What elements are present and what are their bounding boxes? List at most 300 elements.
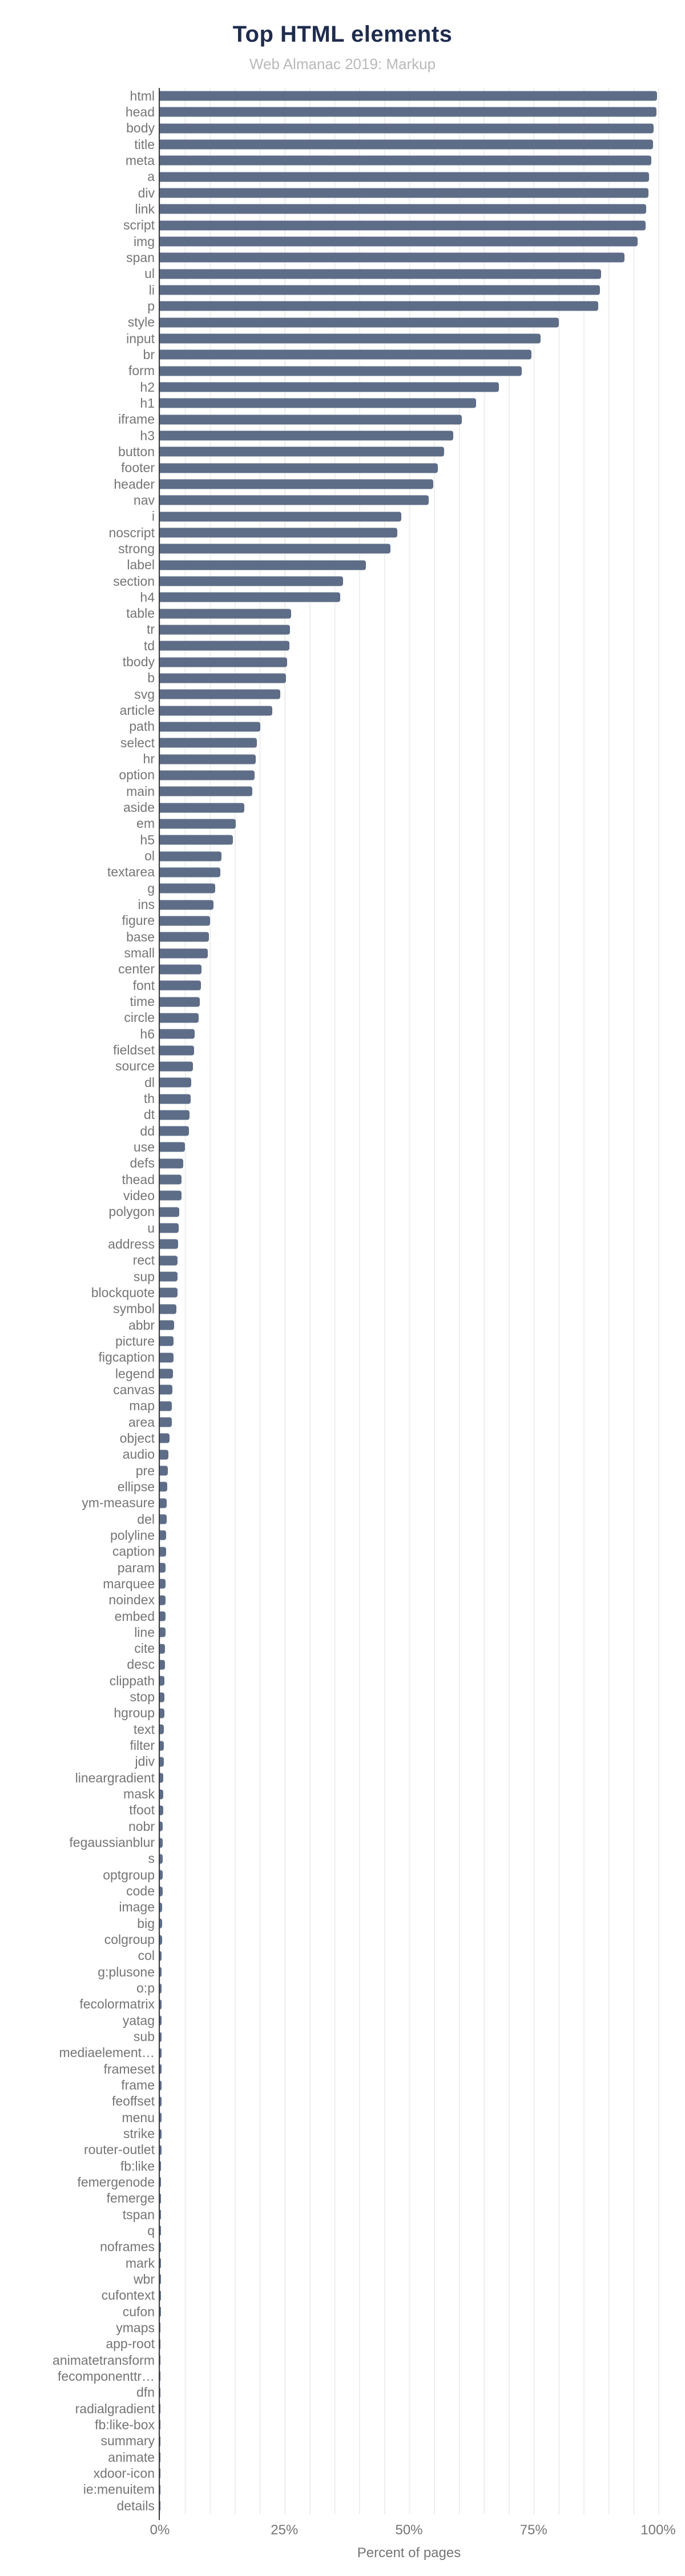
chart-row: [0, 1997, 685, 2012]
bar-track: [160, 347, 659, 363]
category-label: fb:like: [120, 2158, 155, 2174]
bar: [160, 383, 499, 392]
category-label: h5: [140, 832, 155, 847]
bar-track: [160, 1608, 659, 1624]
bar-track: [160, 1851, 659, 1867]
category-label: big: [137, 1915, 155, 1931]
bar-track: [160, 2482, 659, 2498]
chart-row: [0, 1899, 685, 1915]
category-label: strike: [123, 2126, 155, 2141]
chart-row: [0, 1172, 685, 1188]
bar-track: [160, 1560, 659, 1576]
chart-row: [0, 2061, 685, 2077]
chart-row: [0, 783, 685, 799]
bar: [160, 1321, 174, 1330]
category-label: footer: [121, 460, 155, 476]
bar: [160, 1999, 162, 2009]
bar: [160, 431, 453, 441]
category-label: style: [127, 315, 155, 330]
chart-row: [0, 136, 685, 152]
chart-row: [0, 1867, 685, 1883]
bar: [160, 2291, 161, 2300]
category-label: i: [151, 509, 155, 524]
category-label: figcaption: [98, 1350, 155, 1365]
category-label: frame: [121, 2078, 155, 2093]
bar-track: [160, 1026, 659, 1042]
x-tick-label: 50%: [395, 2522, 423, 2538]
bar: [160, 770, 255, 780]
bar: [160, 1434, 170, 1443]
chart-row: [0, 719, 685, 735]
x-tick-label: 100%: [640, 2522, 676, 2538]
bar-track: [160, 1479, 659, 1495]
chart-row: [0, 573, 685, 589]
category-label: nav: [133, 492, 155, 508]
category-label: fecomponenttr…: [57, 2368, 155, 2384]
bar-track: [160, 185, 659, 201]
bar-track: [160, 702, 659, 718]
chart-row: [0, 1156, 685, 1172]
bar: [160, 1531, 166, 1540]
category-label: div: [138, 185, 155, 200]
bar-track: [160, 799, 659, 815]
bar: [160, 981, 201, 991]
chart-row: [0, 1608, 685, 1624]
chart-row: [0, 1317, 685, 1333]
bar: [160, 253, 624, 263]
bar-track: [160, 832, 659, 848]
bar: [160, 414, 462, 424]
bar-track: [160, 1447, 659, 1463]
chart-row: [0, 1366, 685, 1382]
chart-row: [0, 120, 685, 136]
chart-row: [0, 2401, 685, 2417]
chart-row: [0, 2094, 685, 2110]
chart-row: [0, 282, 685, 298]
bar: [160, 577, 343, 586]
chart-row: [0, 816, 685, 832]
bar: [160, 1078, 191, 1088]
category-label: area: [128, 1414, 155, 1430]
chart-row: [0, 2320, 685, 2336]
bar: [160, 2307, 161, 2317]
chart-row: [0, 1721, 685, 1737]
chart-row: [0, 1915, 685, 1931]
chart-row: [0, 1350, 685, 1366]
bar: [160, 2210, 161, 2220]
bar: [160, 1045, 194, 1055]
chart-row: [0, 347, 685, 363]
category-label: o:p: [136, 1981, 155, 1996]
bar: [160, 1708, 164, 1718]
bar: [160, 884, 215, 893]
chart-row: [0, 1026, 685, 1042]
category-label: frameset: [103, 2061, 155, 2076]
category-label: mediaelement…: [59, 2045, 155, 2060]
chart-row: [0, 2207, 685, 2223]
chart-row: [0, 993, 685, 1009]
chart-row: [0, 2158, 685, 2174]
bar: [160, 835, 233, 845]
bar-track: [160, 395, 659, 411]
bar: [160, 738, 257, 748]
category-label: colgroup: [104, 1932, 155, 1947]
category-label: title: [134, 136, 155, 152]
chart-row: [0, 185, 685, 201]
category-label: app-root: [106, 2336, 155, 2352]
bar: [160, 237, 638, 247]
bar: [160, 1239, 178, 1249]
category-label: del: [137, 1511, 155, 1527]
category-label: ellipse: [117, 1479, 155, 1494]
chart-row: [0, 104, 685, 120]
bar: [160, 1741, 164, 1750]
bar-track: [160, 2385, 659, 2401]
bar-track: [160, 460, 659, 476]
bar-track: [160, 541, 659, 557]
x-tick-label: 25%: [271, 2522, 299, 2538]
category-label: script: [123, 218, 155, 233]
category-label: h3: [140, 428, 155, 443]
category-label: h6: [140, 1026, 155, 1041]
category-label: iframe: [118, 412, 155, 427]
chart-row: [0, 2174, 685, 2190]
bar-track: [160, 1527, 659, 1543]
bar: [160, 512, 401, 521]
bar-track: [160, 1899, 659, 1915]
chart-row: [0, 1447, 685, 1463]
bar-track: [160, 201, 659, 217]
bar: [160, 2096, 162, 2106]
chart-row: [0, 832, 685, 848]
chart-row: [0, 1495, 685, 1511]
chart-row: [0, 2433, 685, 2449]
bar-track: [160, 880, 659, 896]
category-label: video: [123, 1188, 155, 1203]
bar-track: [160, 2191, 659, 2207]
chart-row: [0, 1673, 685, 1689]
category-label: td: [143, 638, 155, 653]
bar: [160, 1838, 163, 1848]
category-label: aside: [123, 800, 155, 815]
bar: [160, 900, 213, 909]
chart-row: [0, 2385, 685, 2401]
chart-row: [0, 735, 685, 751]
category-label: g:plusone: [98, 1964, 155, 1979]
bar: [160, 593, 340, 602]
chart-row: [0, 1964, 685, 1980]
chart-row: [0, 1802, 685, 1818]
bar: [160, 1854, 163, 1863]
bar: [160, 1126, 189, 1136]
x-axis-ticks: [0, 2522, 685, 2539]
chart-row: [0, 1188, 685, 1204]
chart-row: [0, 654, 685, 670]
bar: [160, 706, 272, 715]
chart-row: [0, 315, 685, 331]
chart-row: [0, 1641, 685, 1657]
bar-track: [160, 1834, 659, 1850]
chart-row: [0, 1689, 685, 1705]
category-label: router-outlet: [83, 2142, 155, 2158]
category-label: blockquote: [91, 1285, 155, 1300]
bar-track: [160, 1818, 659, 1834]
bar-track: [160, 2061, 659, 2077]
bar-track: [160, 1463, 659, 1479]
chart-row: [0, 1139, 685, 1155]
bar-track: [160, 104, 659, 120]
bar-track: [160, 1350, 659, 1366]
category-label: fegaussianblur: [69, 1835, 155, 1850]
bar: [160, 560, 366, 570]
category-label: use: [133, 1139, 155, 1154]
bar-track: [160, 1883, 659, 1899]
bar-track: [160, 1042, 659, 1058]
bar-track: [160, 1495, 659, 1511]
bar-track: [160, 2207, 659, 2223]
chart-row: [0, 1948, 685, 1964]
chart-row: [0, 929, 685, 945]
chart-row: [0, 2142, 685, 2158]
bar: [160, 625, 290, 634]
chart-row: [0, 266, 685, 282]
category-label: center: [118, 961, 155, 977]
bar-track: [160, 2368, 659, 2384]
chart-row: [0, 1204, 685, 1220]
bar-track: [160, 2223, 659, 2239]
chart-row: [0, 1074, 685, 1090]
category-label: polyline: [110, 1527, 155, 1543]
bar-track: [160, 606, 659, 622]
bar-track: [160, 961, 659, 977]
chart-row: [0, 298, 685, 314]
bar: [160, 1142, 185, 1152]
chart-row: [0, 977, 685, 993]
bar-track: [160, 234, 659, 249]
bar: [160, 528, 397, 538]
bar-track: [160, 218, 659, 234]
bar-track: [160, 476, 659, 492]
bar: [160, 399, 476, 408]
bar-track: [160, 1285, 659, 1301]
category-label: sup: [133, 1269, 155, 1284]
bar: [160, 1061, 193, 1071]
chart-row: [0, 1786, 685, 1802]
bar: [160, 2048, 162, 2058]
category-label: body: [126, 120, 155, 136]
bar-track: [160, 783, 659, 799]
chart-row: [0, 767, 685, 783]
category-label: mark: [125, 2255, 155, 2271]
category-label: form: [128, 363, 155, 379]
bar-track: [160, 266, 659, 282]
bar: [160, 188, 648, 198]
bar: [160, 2226, 161, 2236]
bar: [160, 544, 390, 554]
bar: [160, 2275, 161, 2284]
category-label: b: [147, 670, 155, 686]
bar: [160, 1288, 178, 1298]
bar-track: [160, 1641, 659, 1657]
chart-row: [0, 2110, 685, 2126]
bar-track: [160, 379, 659, 395]
bar-track: [160, 1673, 659, 1689]
category-label: desc: [127, 1657, 155, 1672]
bar: [160, 1255, 178, 1265]
chart-row: [0, 702, 685, 718]
bar: [160, 1547, 166, 1556]
bar: [160, 1886, 163, 1896]
bar-track: [160, 2288, 659, 2304]
bar: [160, 1757, 164, 1766]
bar-track: [160, 1220, 659, 1236]
chart-row: [0, 201, 685, 217]
category-label: p: [147, 298, 155, 313]
bar: [160, 350, 531, 360]
category-label: abbr: [128, 1317, 155, 1333]
category-label: tspan: [122, 2207, 155, 2222]
category-label: noframes: [100, 2239, 155, 2255]
chart-row: [0, 1479, 685, 1495]
bar: [160, 1579, 166, 1589]
bar-track: [160, 1721, 659, 1737]
category-label: femerge: [106, 2191, 155, 2206]
chart-row: [0, 1220, 685, 1236]
category-label: clippath: [109, 1673, 155, 1688]
bar-track: [160, 249, 659, 265]
bar: [160, 1223, 179, 1233]
bar-track: [160, 2110, 659, 2126]
bar-track: [160, 1737, 659, 1753]
chart-row: [0, 638, 685, 654]
bar: [160, 156, 651, 166]
bar-track: [160, 1544, 659, 1560]
category-label: noscript: [108, 525, 155, 540]
chart-row: [0, 1544, 685, 1560]
category-label: code: [126, 1883, 155, 1899]
chart-row: [0, 1931, 685, 1947]
chart-row: [0, 379, 685, 395]
category-label: th: [143, 1091, 155, 1106]
bar-track: [160, 120, 659, 136]
bar-track: [160, 864, 659, 880]
bar: [160, 657, 287, 667]
category-label: ul: [144, 266, 155, 281]
chart-row: [0, 218, 685, 234]
category-label: input: [126, 331, 155, 346]
category-label: cufontext: [101, 2288, 155, 2303]
category-label: dl: [144, 1074, 155, 1090]
chart-row: [0, 848, 685, 864]
bar: [160, 1094, 191, 1104]
chart-row: [0, 169, 685, 185]
category-label: dfn: [136, 2385, 155, 2400]
category-label: em: [136, 816, 155, 831]
bar-track: [160, 2417, 659, 2433]
chart-row: [0, 2288, 685, 2304]
bar: [160, 220, 646, 230]
chart-row: [0, 1090, 685, 1106]
chart-row: [0, 2239, 685, 2255]
bar: [160, 1466, 168, 1476]
chart-row: [0, 1042, 685, 1058]
bar: [160, 1563, 166, 1573]
category-label: xdoor-icon: [93, 2465, 155, 2481]
chart-row: [0, 1527, 685, 1543]
category-label: thead: [122, 1172, 155, 1187]
chart-row: [0, 880, 685, 896]
category-label: animate: [108, 2449, 155, 2465]
category-label: image: [119, 1899, 155, 1915]
chart-row: [0, 2368, 685, 2384]
category-label: article: [119, 703, 155, 718]
category-label: fieldset: [113, 1043, 155, 1058]
bar: [160, 787, 252, 796]
bar: [160, 1385, 172, 1395]
bar-track: [160, 1997, 659, 2012]
chart-row: [0, 2012, 685, 2028]
bar: [160, 269, 601, 279]
bar-track: [160, 2449, 659, 2465]
category-label: table: [126, 606, 155, 621]
bar-track: [160, 1414, 659, 1430]
chart-row: [0, 492, 685, 508]
bar-track: [160, 1802, 659, 1818]
category-label: strong: [118, 541, 155, 556]
bar-track: [160, 2304, 659, 2320]
bar-track: [160, 1236, 659, 1252]
bar: [160, 2016, 162, 2026]
chart-row: [0, 152, 685, 168]
category-label: font: [132, 977, 155, 993]
category-label: summary: [100, 2433, 155, 2449]
bar: [160, 1967, 162, 1977]
category-label: a: [147, 169, 155, 184]
bar-track: [160, 1366, 659, 1382]
bar: [160, 754, 256, 764]
bar-track: [160, 993, 659, 1009]
bar-track: [160, 767, 659, 783]
bar: [160, 1304, 176, 1314]
bar-track: [160, 298, 659, 314]
bar: [160, 1418, 172, 1427]
bar: [160, 2032, 162, 2042]
category-label: menu: [122, 2110, 155, 2125]
bar: [160, 1628, 166, 1637]
bar-track: [160, 2320, 659, 2336]
category-label: marquee: [103, 1576, 155, 1591]
bar-track: [160, 1156, 659, 1172]
bar-track: [160, 88, 659, 104]
chart-row: [0, 1253, 685, 1269]
category-label: optgroup: [103, 1867, 155, 1882]
bar: [160, 2259, 161, 2268]
chart-row: [0, 2126, 685, 2142]
category-label: label: [127, 557, 155, 573]
bar-track: [160, 686, 659, 702]
chart-row: [0, 799, 685, 815]
bar-track: [160, 492, 659, 508]
category-label: u: [147, 1220, 155, 1235]
bar-track: [160, 2142, 659, 2158]
bar-track: [160, 363, 659, 379]
bar: [160, 1660, 165, 1669]
bar-track: [160, 1576, 659, 1592]
bar-track: [160, 1188, 659, 1204]
bar-track: [160, 1786, 659, 1802]
bar: [160, 1369, 173, 1379]
category-label: tfoot: [129, 1802, 155, 1818]
